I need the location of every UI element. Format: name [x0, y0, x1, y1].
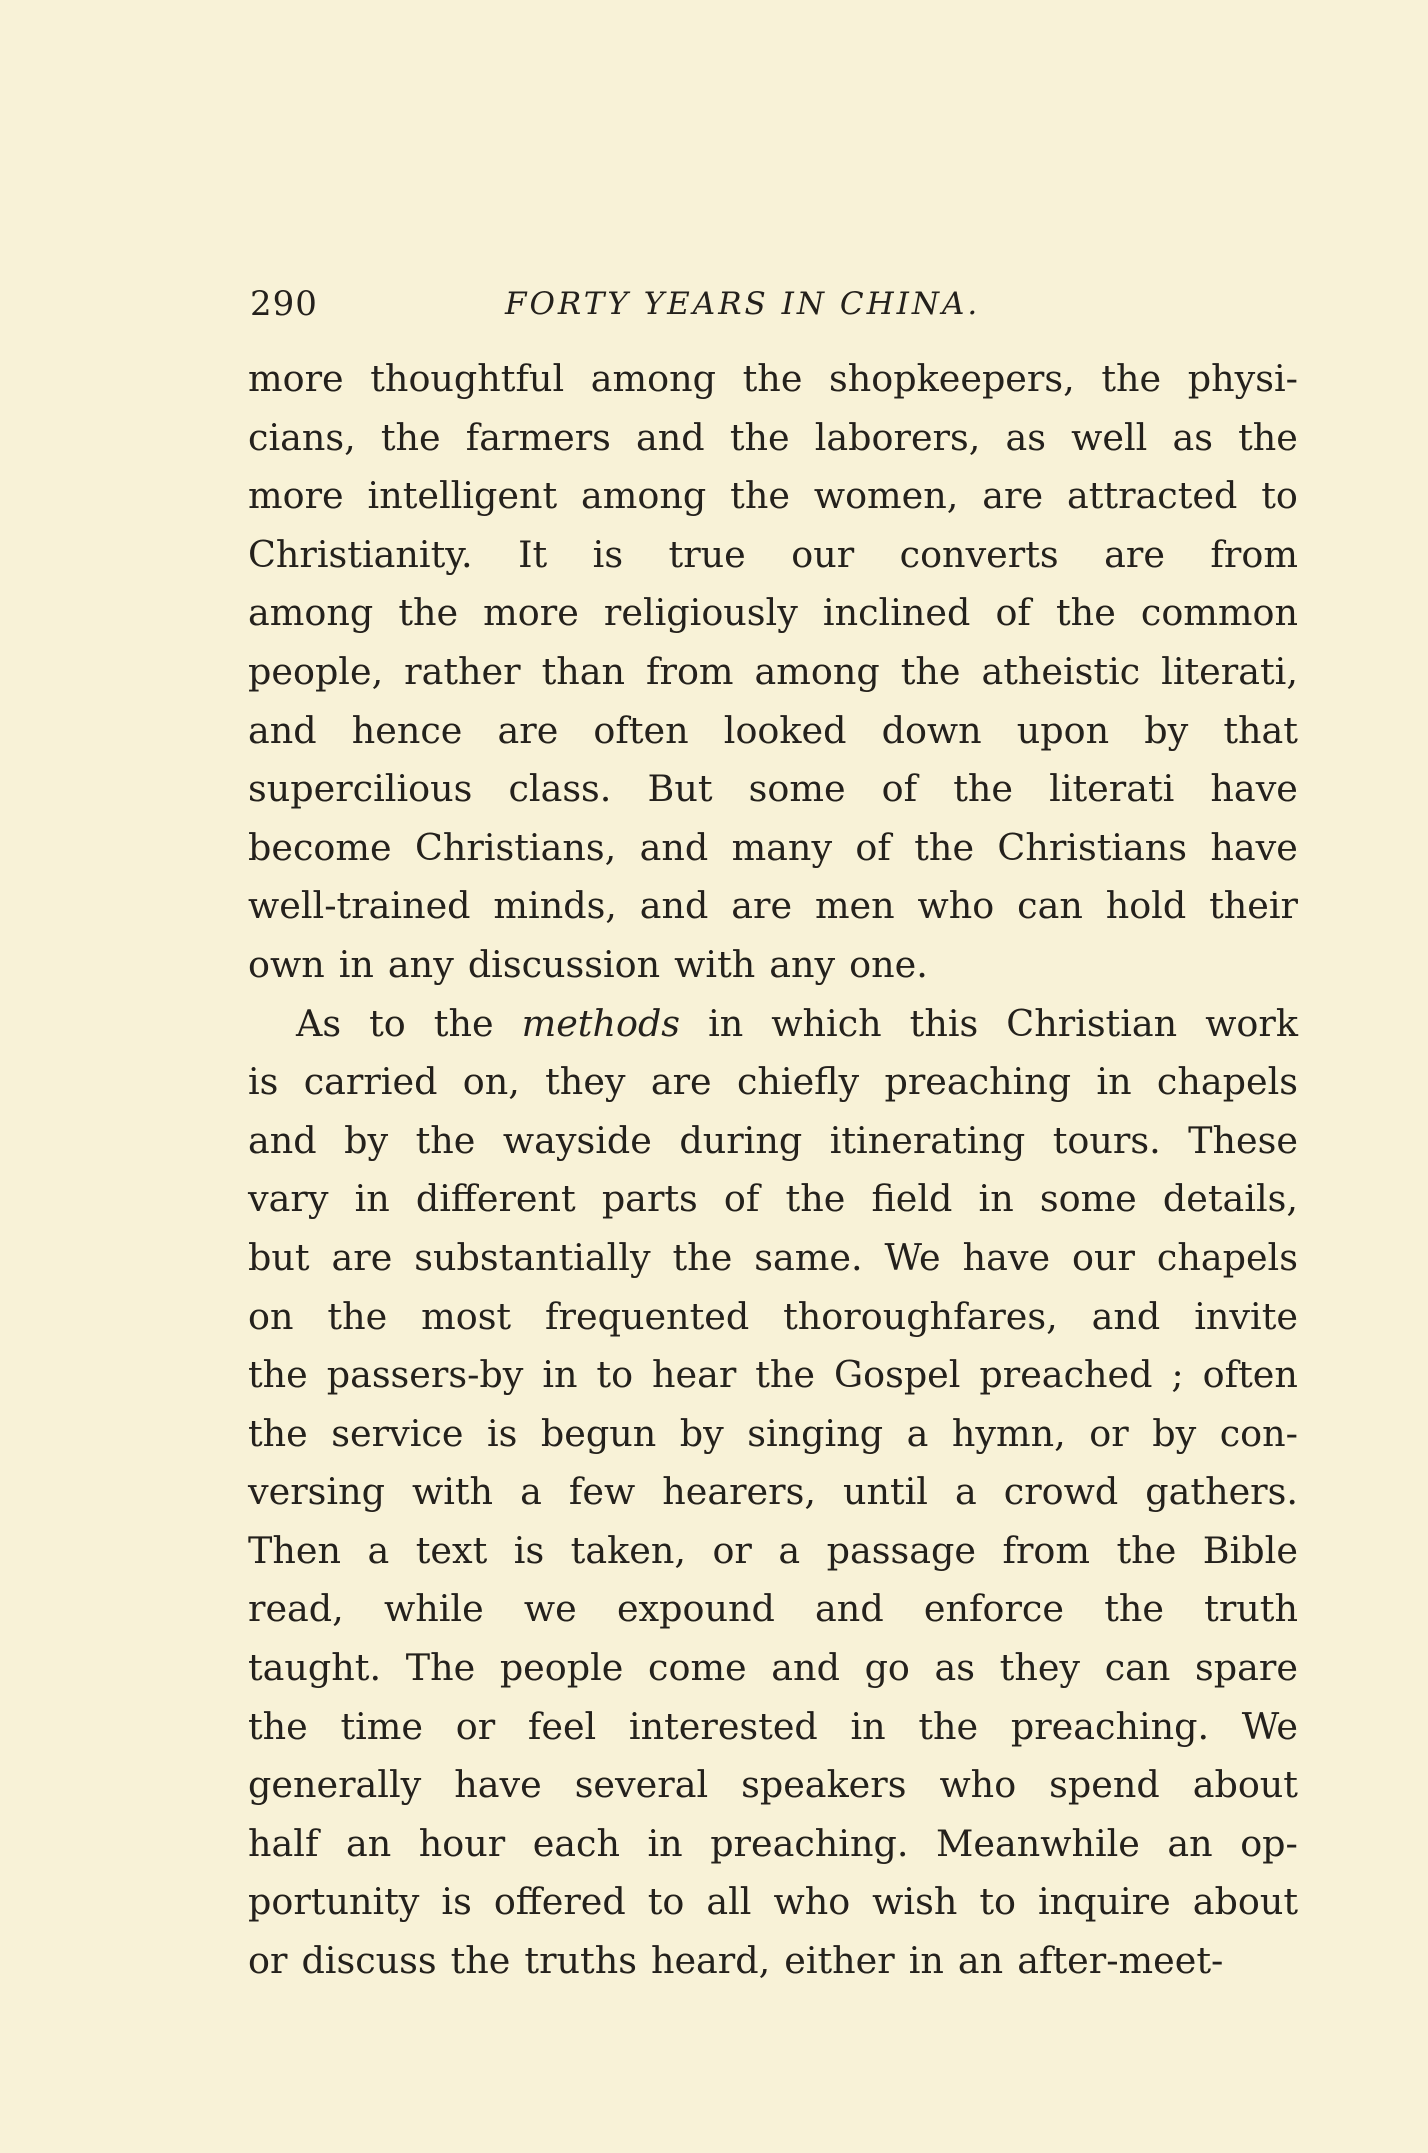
text-line: As to the methods in which this Christian work	[296, 1001, 1298, 1045]
text-line: read, while we expound and enforce the truth	[248, 1587, 1298, 1631]
text-line: is carried on, they are chiefly preaching in chapels	[248, 1060, 1298, 1104]
text-line: among the more religiously inclined of the common	[248, 591, 1298, 635]
text-line: more thoughtful among the shopkeepers, the physi-	[248, 357, 1298, 400]
text-line: Then a text is taken, or a passage from the Bible	[248, 1528, 1298, 1572]
text-line: the service is begun by singing a hymn, or by con-	[248, 1411, 1298, 1455]
text-line: well-trained minds, and are men who can hold their	[248, 884, 1298, 928]
text-line: cians, the farmers and the laborers, as well as the	[248, 415, 1298, 459]
text-line: taught. The people come and go as they can spare	[248, 1646, 1298, 1690]
text-line: Christianity. It is true our converts are from	[248, 532, 1298, 576]
text-line: supercilious class. But some of the literati have	[248, 767, 1298, 811]
text-line: generally have several speakers who spend about	[248, 1763, 1298, 1807]
page-number: 290	[250, 284, 318, 324]
text-line: or discuss the truths heard, either in an after-meet-	[248, 1939, 1224, 1983]
body-text	[248, 350, 1298, 1991]
text-line: portunity is offered to all who wish to inquire about	[248, 1880, 1298, 1924]
text-line: and hence are often looked down upon by that	[248, 708, 1298, 752]
text-line: but are substantially the same. We have our chapels	[248, 1235, 1298, 1279]
text-line: and by the wayside during itinerating tours. These	[248, 1118, 1298, 1162]
text-line: the passers-by in to hear the Gospel preached ; often	[248, 1353, 1298, 1397]
text-line: versing with a few hearers, until a crowd gathers.	[248, 1470, 1298, 1514]
text-line: half an hour each in preaching. Meanwhile an op-	[248, 1821, 1298, 1865]
text-line: more intelligent among the women, are attracted to	[248, 474, 1298, 518]
text-line: own in any discussion with any one.	[248, 942, 928, 986]
text-line: the time or feel interested in the preaching. We	[248, 1704, 1298, 1748]
text-line: become Christians, and many of the Christians have	[248, 825, 1298, 869]
text-line: on the most frequented thoroughfares, and invite	[248, 1294, 1298, 1338]
running-title: FORTY YEARS IN CHINA.	[505, 286, 981, 322]
text-line: vary in different parts of the field in some details,	[248, 1177, 1298, 1221]
text-line: people, rather than from among the atheistic literati,	[248, 649, 1298, 693]
running-head	[250, 276, 1300, 332]
